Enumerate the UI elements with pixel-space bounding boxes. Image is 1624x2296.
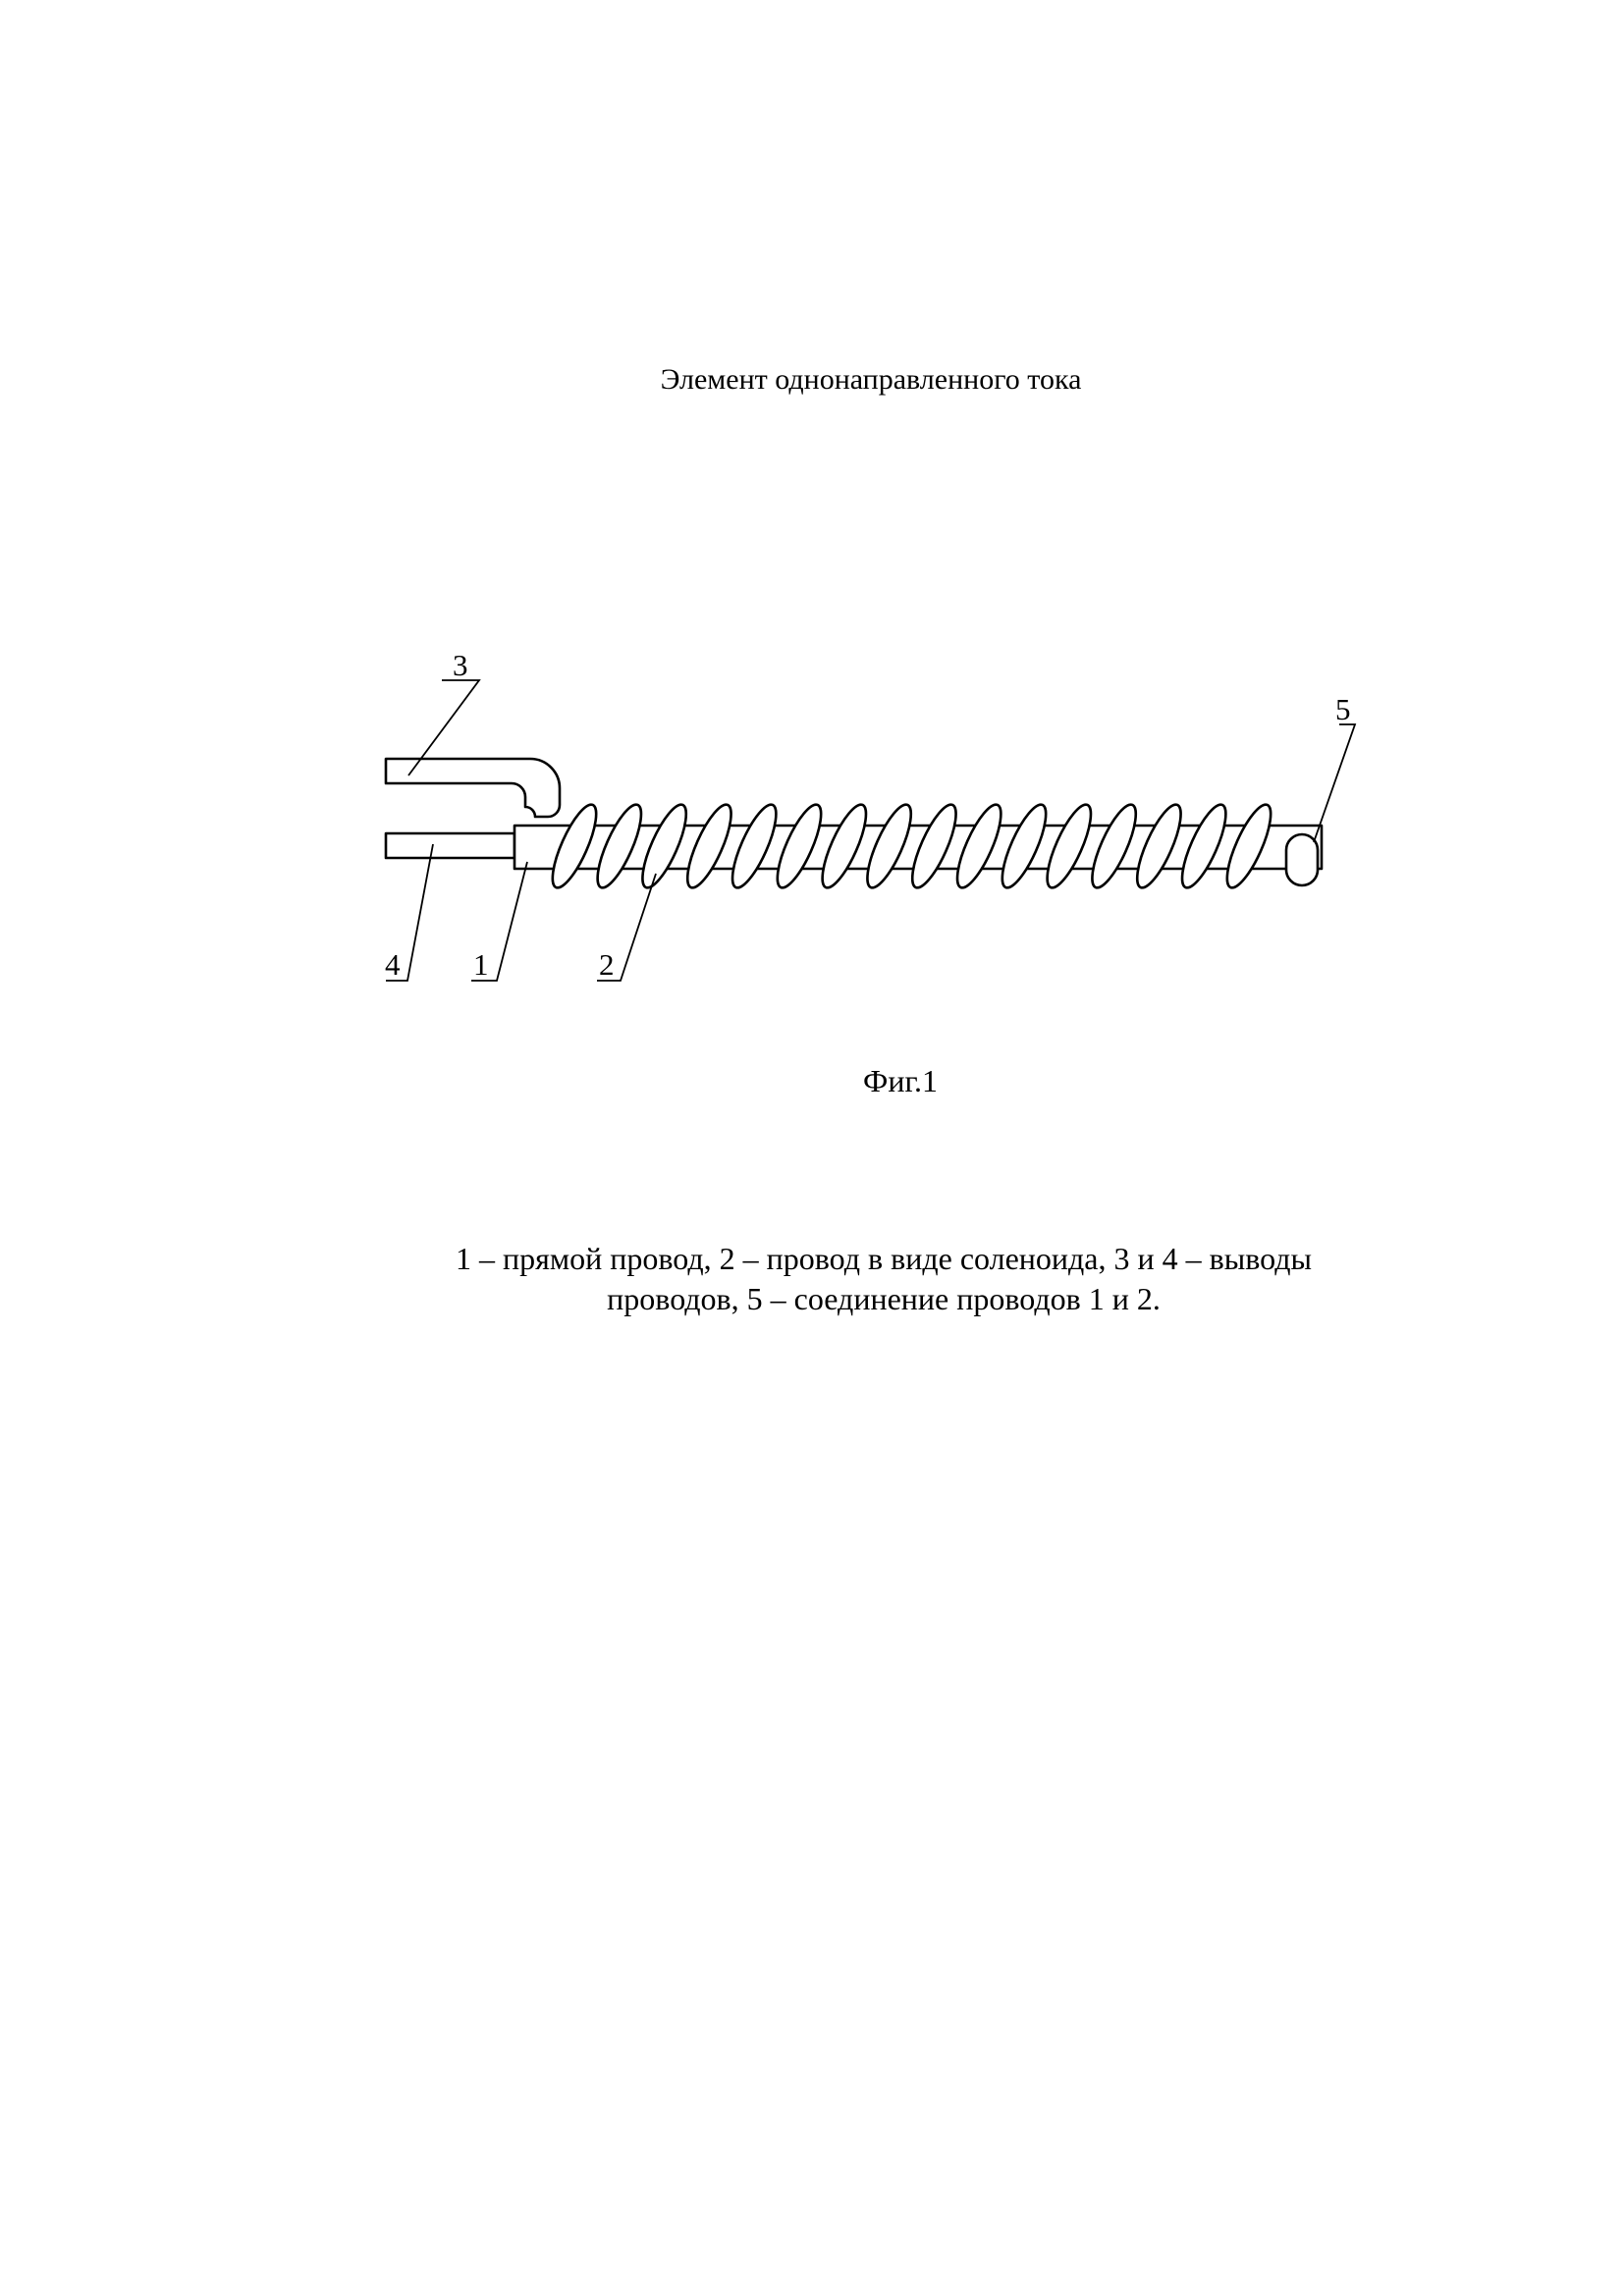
lead-top: [386, 759, 560, 817]
leader-3: [408, 680, 479, 775]
document-title: Элемент однонаправленного тока: [660, 363, 1082, 396]
figure-caption: Фиг.1: [863, 1063, 938, 1098]
callout-1: 1: [473, 947, 489, 982]
callout-3: 3: [453, 648, 468, 682]
legend-line-2: проводов, 5 – соединение проводов 1 и 2.: [607, 1281, 1161, 1316]
lead-bottom: [386, 833, 514, 858]
callout-2: 2: [599, 947, 615, 982]
leader-5: [1314, 724, 1355, 842]
junction-end: [1286, 834, 1318, 885]
callout-5: 5: [1335, 692, 1351, 726]
figure-legend: [412, 1239, 1355, 1319]
legend-line-1: 1 – прямой провод, 2 – провод в виде соленоида, 3 и 4 – выводы: [456, 1241, 1312, 1276]
callout-4: 4: [385, 947, 401, 982]
